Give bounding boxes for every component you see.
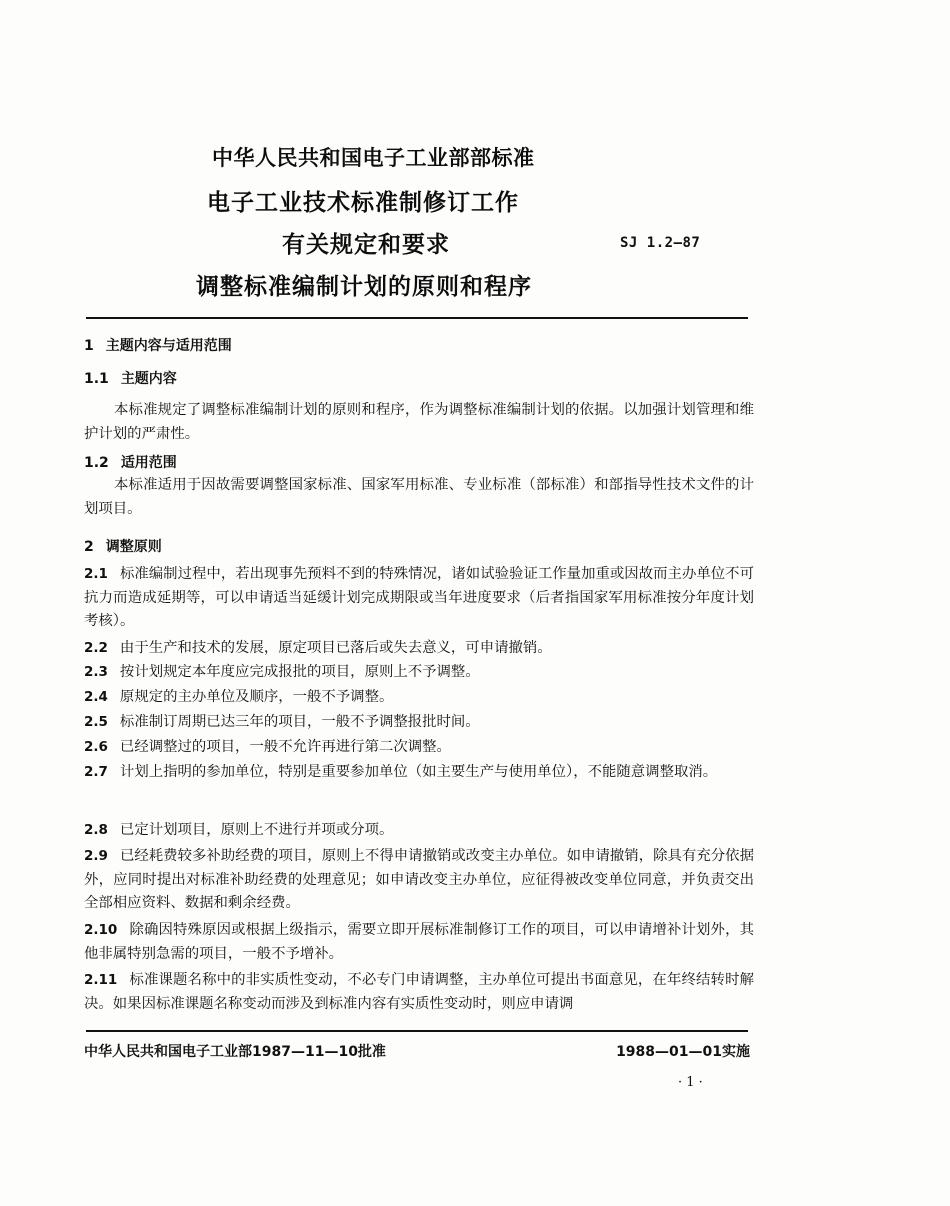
clause-text: 已经调整过的项目，一般不允许再进行第二次调整。 [119, 739, 451, 755]
clause-2-6 [84, 736, 754, 760]
page-number: · 1 · [678, 1075, 703, 1090]
section-title: 主题内容与适用范围 [105, 338, 232, 354]
subsection-number: 1.2 [84, 455, 109, 471]
clause-number: 2.4 [84, 689, 108, 705]
clause-number: 2.1 [84, 566, 108, 582]
clause-number: 2.6 [84, 739, 108, 755]
issuing-authority-title: 中华人民共和国电子工业部部标准 [212, 146, 535, 170]
clause-text: 已定计划项目，原则上不进行并项或分项。 [119, 822, 394, 838]
header-divider [86, 317, 748, 319]
clause-text: 标准制订周期已达三年的项目，一般不予调整报批时间。 [119, 714, 480, 730]
subsection-title: 主题内容 [120, 371, 177, 387]
subsection-title: 适用范围 [120, 455, 177, 471]
clause-number: 2.2 [84, 640, 108, 656]
subsection-1-1-text: 本标准规定了调整标准编制计划的原则和程序，作为调整标准编制计划的依据。以加强计划管理和维护计划的严肃性。 [84, 402, 754, 442]
clause-2-8 [84, 819, 754, 843]
subsection-1-2-text: 本标准适用于因故需要调整国家标准、国家军用标准、专业标准（部标准）和部指导性技术文件的计划项目。 [84, 477, 754, 517]
clause-2-7 [84, 761, 754, 785]
clause-number: 2.3 [84, 664, 108, 680]
standard-code: SJ 1.2—87 [620, 235, 701, 251]
footer-divider [86, 1030, 748, 1032]
clause-text: 按计划规定本年度应完成报批的项目，原则上不予调整。 [119, 664, 480, 680]
clause-2-3 [84, 661, 754, 685]
approval-date: 中华人民共和国电子工业部1987—11—10批准 [84, 1044, 386, 1060]
section-2-heading [84, 536, 162, 556]
clause-2-10 [84, 919, 754, 966]
document-title-line-3: 调整标准编制计划的原则和程序 [196, 274, 532, 300]
subsection-1-2-heading [84, 452, 177, 472]
section-number: 1 [84, 338, 94, 354]
clause-2-1 [84, 563, 754, 634]
clause-number: 2.9 [84, 848, 108, 864]
effective-date: 1988—01—01实施 [616, 1044, 750, 1060]
clause-number: 2.7 [84, 764, 108, 780]
clause-text: 标准课题名称中的非实质性变动，不必专门申请调整，主办单位可提出书面意见，在年终结转时解决。如果因标准课题名称变动而涉及到标准内容有实质性变动时，则应申请调 [84, 972, 754, 1012]
clause-2-9 [84, 845, 754, 916]
clause-text: 计划上指明的参加单位，特别是重要参加单位（如主要生产与使用单位），不能随意调整取消。 [119, 764, 718, 780]
section-number: 2 [84, 539, 94, 555]
document-title-line-2: 有关规定和要求 [282, 232, 450, 258]
clause-2-5 [84, 711, 754, 735]
subsection-number: 1.1 [84, 371, 109, 387]
subsection-1-1-heading [84, 368, 177, 388]
clause-2-4 [84, 686, 754, 710]
section-title: 调整原则 [105, 539, 162, 555]
clause-number: 2.5 [84, 714, 108, 730]
clause-number: 2.10 [84, 922, 118, 938]
clause-2-2 [84, 637, 754, 661]
clause-text: 除确因特殊原因或根据上级指示，需要立即开展标准制修订工作的项目，可以申请增补计划外，其他非属特别急需的项目，一般不予增补。 [84, 922, 754, 962]
section-1-heading [84, 335, 232, 355]
clause-text: 由于生产和技术的发展，原定项目已落后或失去意义，可申请撤销。 [119, 640, 552, 656]
clause-text: 标准编制过程中，若出现事先预料不到的特殊情况，诸如试验验证工作量加重或因故而主办单位不可抗力而造成延期等，可以申请适当延缓计划完成期限或当年进度要求（后者指国家军用标准按分年度计划考核）。 [84, 566, 754, 629]
clause-text: 原规定的主办单位及顺序，一般不予调整。 [119, 689, 394, 705]
clause-text: 已经耗费较多补助经费的项目，原则上不得申请撤销或改变主办单位。如申请撤销，除具有充分依据外，应同时提出对标准补助经费的处理意见；如申请改变主办单位，应征得被改变单位同意，并负责交出全部相应资料、数据和剩余经费。 [84, 848, 754, 911]
clause-2-11 [84, 969, 754, 1016]
clause-number: 2.8 [84, 822, 108, 838]
clause-number: 2.11 [84, 972, 118, 988]
document-title-line-1: 电子工业技术标准制修订工作 [207, 190, 519, 216]
